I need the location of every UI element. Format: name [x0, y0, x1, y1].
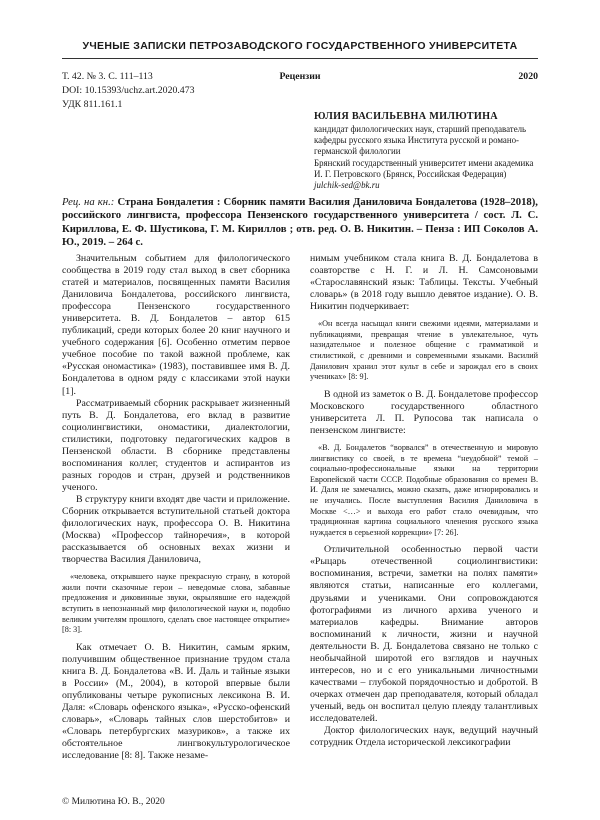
- paragraph: В структуру книги входят две части и приложение. Сборник открывается вступительной статьей доктора филологических наук, профессора О. В. Никитина (Москва) «Профессор тайноречия», в которой рассказывается об основных вехах жизни и творчества Василия Даниловича,: [62, 493, 290, 566]
- affiliation-line: кандидат филологических наук, старший преподаватель: [314, 124, 527, 134]
- review-book-text: Страна Бондалетия : Сборник памяти Василия Даниловича Бондалетова (1928–2018), российского лингвиста, профессора Пензенского государственного университета / сост. Л. С. Кириллова, Е. Ф. Шустикова, Г. М. Кириллов ; отв. ред. О. В. Никитин. – Пенза : ИП Соколов А. Ю., 2019. – 264 с.: [62, 196, 538, 248]
- paragraph: В одной из заметок о В. Д. Бондалетове профессор Московского государственного областного университета Л. П. Рупосова так написала о пензенском лингвисте:: [310, 388, 538, 436]
- paragraph: нимым учебником стала книга В. Д. Бондалетова в соавторстве с Н. Г. и Л. Н. Самсоновыми «Старославянский язык: Таблицы. Тексты. Учебный словарь» (в 2018 году вышло девятое издание). О. В. Никитин подчеркивает:: [310, 253, 538, 313]
- block-quote: «Он всегда насыщал книги свежими идеями, материалами и публикациями, превращая чтение в увлекательное, чуть назидательное и полезное общение с грамматикой и стилистикой, с древними и современными языками. Василий Данилович хранил этот культ в себе и зарождал его в своих учениках» [8: 9].: [310, 319, 538, 382]
- affiliation-line: кафедры русского языка Института русской и романо-: [314, 135, 520, 146]
- paragraph: Как отмечает О. В. Никитин, самым ярким, получившим общественное признание трудом стала книга В. Д. Бондалетова «В. И. Даль и тайные языки в России» (М., 2004), в которой впервые были опубликованы четыре рукописных лексикона В. И. Даля: «Словарь офенского языка», «Русско-офенский словарь», «Словарь тайных слов шерстобитов» и «Словарь петербургских мазуриков», а также их обстоятельное лингвокультурологическое исследование [8: 8]. Также незаме-: [62, 641, 290, 762]
- doi: DOI: 10.15393/uchz.art.2020.473: [62, 85, 195, 96]
- right-column: [310, 253, 538, 749]
- paragraph: Рассматриваемый сборник раскрывает жизненный путь В. Д. Бондалетова, его вклад в развитие социолингвистики, ономастики, диалектологии, стилистики, подготовку педагогических кадров в Пензенской области. В сборнике представлены воспоминания коллег, студентов и аспирантов из разных городов и стран, друзей и родственников ученого.: [62, 397, 290, 493]
- author-name: ЮЛИЯ ВАСИЛЬЕВНА МИЛЮТИНА: [314, 111, 498, 122]
- block-quote: «человека, открывшего науке прекрасную страну, в которой жили почти сказочные герои – неведомые слова, забавные предложения и диковинные звуки, окрылявшие его надеждой вступить в непознанный мир филологической науки и, подобно великим учителям прошлого, сделать свое настоящее открытие» [8: 3].: [62, 572, 290, 635]
- year: 2020: [518, 71, 538, 82]
- author-email[interactable]: julchik-sed@bk.ru: [314, 180, 380, 191]
- volume-info: Т. 42. № 3. С. 111–113: [62, 71, 153, 82]
- block-quote: «В. Д. Бондалетов “ворвался” в отечественную и мировую лингвистику со своей, в те времена “неудобной” темой – социально-профессиональные языки на территории Европейской части СССР. Подобные образования со времен В. И. Даля не замечались, можно сказать, даже игнорировались и не изучались. После выступления Василия Даниловича в Москве <…> и выхода его работ стало очевидным, что традиционная картина социального членения русского языка нуждается в серьезной коррекции» [7: 26].: [310, 442, 538, 537]
- paragraph: Значительным событием для филологического сообщества в 2019 году стал выход в свет сборника статей и материалов, посвященных памяти Василия Даниловича Бондалетова, российского лингвиста, профессора Пензенского государственного университета. В. Д. Бондалетов – автор 615 публикаций, среди которых более 20 книг научного и учебного содержания [6]. Особенно отметим первое учебное пособие по такой важной проблеме, как «Русская ономастика» (1983), поставившее имя В. Д. Бондалетова в одном ряду с классиками этой науки [1].: [62, 253, 290, 397]
- paragraph: Отличительной особенностью первой части «Рыцарь отечественной социолингвистики: воспоминания, встречи, заметки на полях памяти» являются статьи, написанные его коллегами, друзьями и учениками. Они сопровождаются фотографиями из личного архива ученого и материалов кафедры. Внимание авторов воспоминаний к личности, жизни и научной деятельности В. Д. Бондалетова связано не только с необычайной широтой его взглядов и научных интересов, но и с его уникальными личностными качествами – глубокой порядочностью и добротой. В очерках отмечен дар преподавателя, который обладал ученый, ведь он воспитал целую плеяду талантливых исследователей.: [310, 544, 538, 724]
- affiliation-line: И. Г. Петровского (Брянск, Российская Федерация): [314, 168, 507, 179]
- review-label: Рец. на кн.:: [62, 196, 115, 208]
- left-column: [62, 253, 290, 762]
- udc: УДК 811.161.1: [62, 99, 123, 110]
- copyright: © Милютина Ю. В., 2020: [62, 797, 165, 807]
- author-affiliation: [314, 124, 540, 191]
- section-label: Рецензии: [279, 71, 321, 82]
- affiliation-line: германской филологии: [314, 146, 401, 157]
- affiliation-line: Брянский государственный университет имени академика: [314, 157, 534, 168]
- header-rule: [62, 58, 538, 59]
- paragraph: Доктор филологических наук, ведущий научный сотрудник Отдела исторической лексикографии: [310, 725, 538, 749]
- reviewed-book-citation: [62, 196, 538, 249]
- journal-title: УЧЕНЫЕ ЗАПИСКИ ПЕТРОЗАВОДСКОГО ГОСУДАРСТВЕННОГО УНИВЕРСИТЕТА: [82, 40, 518, 52]
